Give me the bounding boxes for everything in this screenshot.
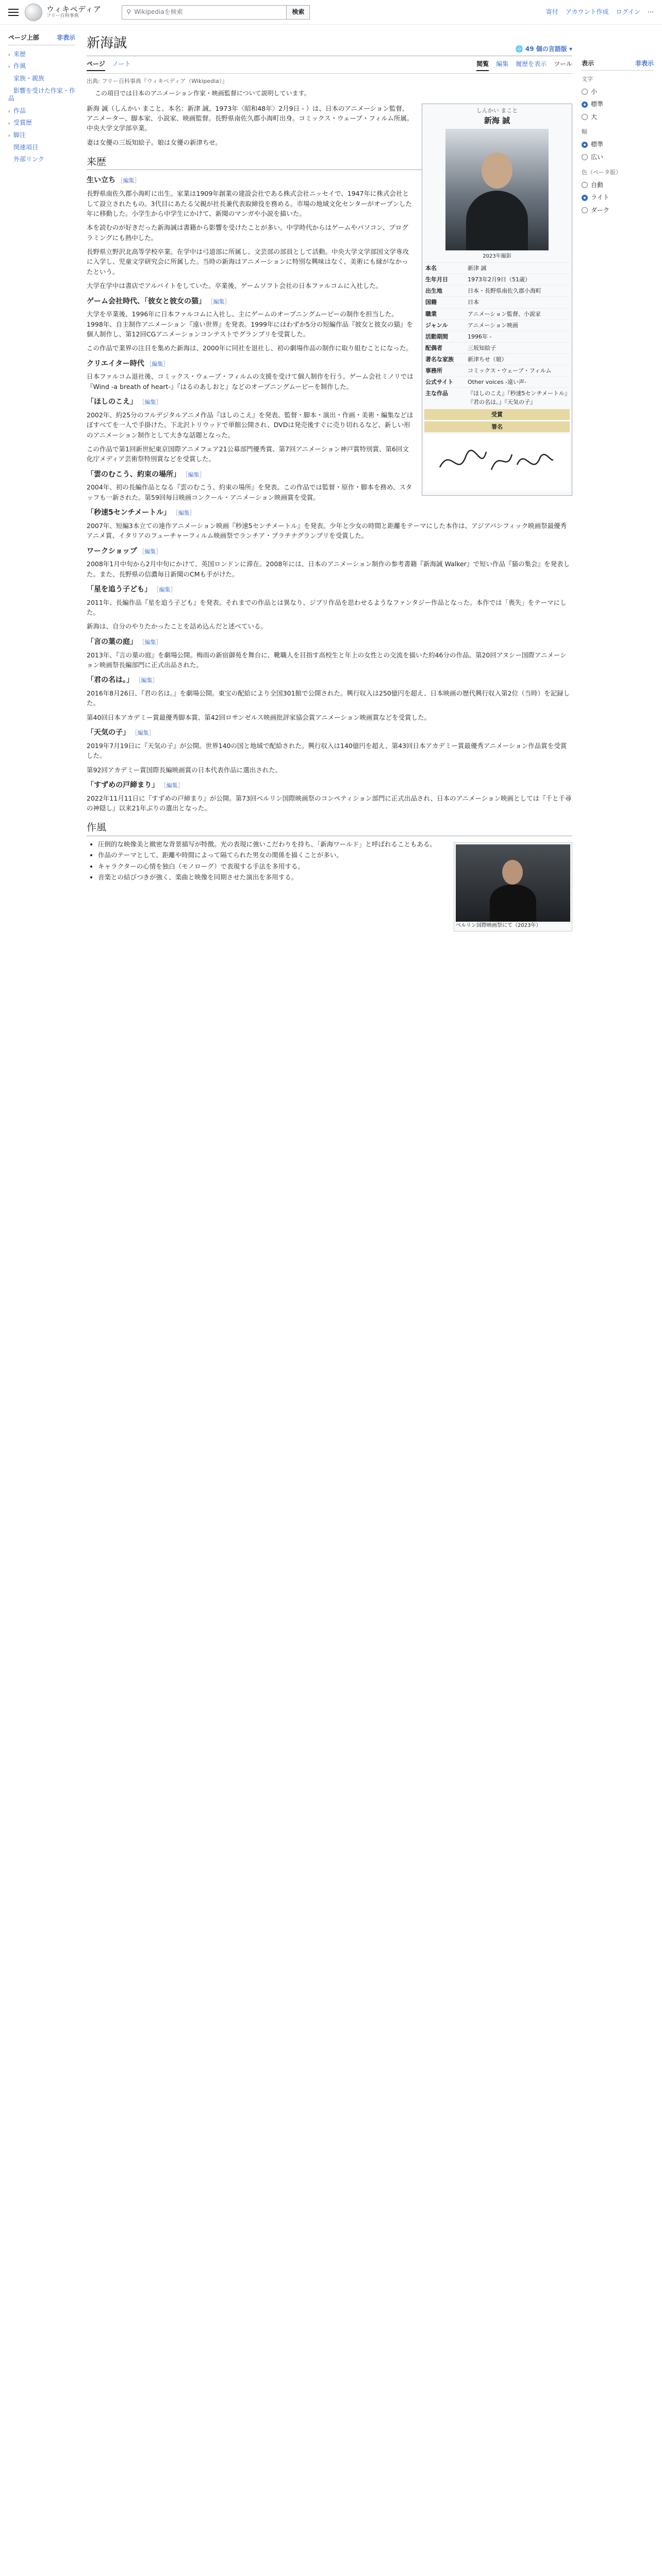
subsection-heading — [87, 546, 572, 557]
radio-option[interactable] — [582, 191, 654, 204]
edit-section-link[interactable]: ［編集］ — [137, 638, 162, 646]
photo-caption: 2023年撮影 — [483, 253, 511, 259]
chevron-right-icon[interactable]: › — [8, 64, 10, 70]
view-tabs — [476, 59, 572, 71]
radio-label: ライト — [591, 194, 609, 201]
radio-button[interactable] — [582, 114, 588, 120]
subsection-heading-text: 生い立ち — [87, 176, 115, 185]
subsection-heading-text: クリエイター時代 — [87, 359, 144, 368]
subsection-heading-text: ワークショップ — [87, 547, 137, 555]
infobox-key: 公式サイト — [425, 378, 454, 385]
edit-label: 編集 — [123, 177, 135, 184]
toc-item[interactable] — [8, 85, 75, 105]
page-title: 新海誠 — [87, 36, 127, 51]
toc-item-label: 家族・親族 — [13, 74, 45, 82]
infobox-signature-header: 署名 — [424, 421, 570, 432]
infobox-key: 生年月日 — [425, 276, 448, 283]
signature-image[interactable] — [424, 434, 570, 491]
radio-option[interactable] — [582, 138, 654, 151]
toc-item[interactable] — [8, 117, 75, 129]
radio-button[interactable] — [582, 195, 588, 201]
edit-section-link[interactable]: ［編集］ — [115, 177, 140, 184]
page-tabs — [87, 56, 572, 74]
chevron-right-icon[interactable]: › — [8, 121, 10, 127]
infobox-value: 『ほしのこえ』『秒速5センチメートル』『君の名は。』『天気の子』 — [468, 389, 568, 405]
paragraph: 第92回アカデミー賞国際長編映画賞の日本代表作品に選出された。 — [87, 766, 282, 774]
paragraph: 2019年7月19日に『天気の子』が公開。世界140の国と地域で配給された。興行収入は140億円を超え、第43回日本アカデミー賞最優秀アニメーション作品賞を受賞した。 — [87, 741, 567, 760]
tab-read[interactable]: 閲覧 — [476, 59, 489, 71]
infobox-row — [424, 319, 570, 331]
width-label: 幅 — [582, 128, 587, 135]
infobox-key: 出生地 — [425, 287, 442, 295]
section-heading-text: 作風 — [87, 822, 107, 834]
edit-label: 編集 — [166, 782, 178, 789]
article-body — [87, 104, 572, 928]
search-form — [122, 5, 310, 20]
edit-label: 編集 — [178, 510, 190, 517]
paragraph: 日本ファルコム退社後、コミックス・ウェーブ・フィルムの支援を受けて個人制作を行う。ゲーム会社ミノリでは『Wind -a breath of heart-』『はるのあしおと』などのオープニングムービーを制作した。 — [87, 372, 413, 391]
edit-section-link[interactable]: ［編集］ — [144, 360, 169, 367]
toc-item[interactable] — [8, 142, 75, 154]
infobox-row — [424, 365, 570, 376]
radio-button[interactable] — [582, 207, 588, 213]
subsection-heading-text: 「秒速5センチメートル」 — [87, 509, 171, 517]
edit-section-link[interactable]: ［編集］ — [134, 677, 158, 684]
toc-item-label: 受賞歴 — [13, 119, 32, 127]
paragraph: 2011年、長編作品『星を追う子ども』を発表。それまでの作品とは異なり、ジブリ作品を思わせるようなファンタジー作品となった。本作では「喪失」をテーマにした。 — [87, 598, 567, 617]
donate-link[interactable]: 寄付 — [545, 8, 558, 16]
radio-label: 標準 — [591, 100, 604, 108]
search-button[interactable]: 検索 — [287, 5, 310, 20]
infobox-key: ジャンル — [425, 321, 448, 329]
list-item: • キャラクターの心情を独白（モノローグ）で表現する手法を多用する。 — [98, 861, 572, 871]
infobox-awards-header: 受賞 — [424, 409, 570, 420]
infobox-value: 日本 — [468, 299, 479, 306]
infobox — [422, 104, 572, 496]
logo-tagline: フリー百科事典 — [46, 13, 79, 19]
edit-label: 編集 — [213, 298, 225, 305]
radio-button[interactable] — [582, 182, 588, 188]
paragraph: 第40回日本アカデミー賞最優秀脚本賞、第42回ロサンゼルス映画批評家協会賞アニメーション映画賞などを受賞した。 — [87, 713, 431, 721]
search-input[interactable] — [122, 5, 287, 20]
paragraph: 本を読むのが好きだった新海誠は書籍から影響を受けたことが多い。中学時代からはゲームやパソコン、プログラミングにも熱中した。 — [87, 224, 408, 242]
infobox-row — [424, 296, 570, 308]
toc-item-label: 影響を受けた作家・作品 — [8, 87, 76, 103]
edit-section-link[interactable]: ［編集］ — [180, 471, 205, 478]
lead-paragraph: 妻は女優の三坂知絵子。娘は女優の新津ちせ。 — [87, 138, 222, 146]
color-options — [582, 179, 654, 217]
infobox-key: 国籍 — [425, 299, 437, 306]
article-source: 出典: フリー百科事典『ウィキペディア（Wikipedia）』 — [87, 77, 228, 84]
radio-button[interactable] — [582, 101, 588, 108]
infobox-row — [424, 285, 570, 296]
radio-option[interactable] — [582, 86, 654, 98]
toc-item[interactable] — [8, 129, 75, 142]
infobox-name: 新海 誠 — [484, 115, 510, 125]
radio-button[interactable] — [582, 142, 588, 148]
section-heading-text: 来歴 — [87, 156, 107, 168]
subsection-heading-text: 「星を追う子ども」 — [87, 585, 152, 594]
edit-section-link[interactable]: ［編集］ — [206, 298, 230, 305]
portrait-figure — [454, 842, 572, 932]
subsection-heading-text: 「すずめの戸締まり」 — [87, 781, 159, 789]
width-options — [582, 138, 654, 163]
site-logo[interactable] — [25, 4, 101, 21]
infobox-value: コミックス・ウェーブ・フィルム — [468, 367, 552, 374]
search-placeholder: Wikipediaを検索 — [134, 8, 183, 16]
infobox-value: 1973年2月9日（51歳） — [468, 276, 531, 283]
list-item: • 圧倒的な映像美と緻密な背景描写が特徴。光の表現に強いこだわりを持ち、「新海ワールド」と呼ばれることもある。 — [98, 839, 572, 849]
subsection-heading-text: 「天気の子」 — [87, 728, 130, 737]
radio-option[interactable] — [582, 111, 654, 124]
subsection-heading — [87, 780, 572, 791]
paragraph: 2002年、約25分のフルデジタルアニメ作品『ほしのこえ』を発表。監督・脚本・演出・作画・美術・編集などほぼすべてを一人で手掛けた。下北沢トリウッドで単館公開され、DVDは発売後すぐに売り切れるなど、新しい形のアニメーション制作として大きな話題となった。 — [87, 411, 413, 439]
infobox-value: 新津ちせ（娘） — [468, 355, 507, 363]
radio-label: 標準 — [591, 141, 604, 148]
toc-item-label: 作品 — [13, 107, 26, 114]
paragraph: 2022年11月11日に『すずめの戸締まり』が公開。第73回ベルリン国際映画祭のコンペティション部門に正式出品され、日本のアニメーション映画としては『千と千尋の神隠し』以来21年ぶりの選出となった。 — [87, 794, 572, 812]
toc-list — [8, 48, 75, 166]
paragraph: 2004年、初の長編作品となる『雲のむこう、約束の場所』を発表。この作品では監督・原作・脚本を務め、スタッフも一新された。第59回毎日映画コンクール・アニメーション映画賞を受賞。 — [87, 483, 412, 501]
subsection-heading-text: 「言の葉の庭」 — [87, 637, 137, 646]
subsection-heading-text: 「ほしのこえ」 — [87, 398, 137, 406]
paragraph: 長野県立野沢北高等学校卒業。在学中は弓道部に所属し、文芸部の部員として活動。中央大学文学部国文学専攻に入学し、児童文学研究会に所属した。当時の新海はアニメーションに特別な興味はなく、美術にも縁がなかったという。 — [87, 248, 409, 276]
edit-section-link[interactable]: ［編集］ — [152, 586, 176, 594]
edit-label: 編集 — [152, 360, 163, 367]
edit-section-link[interactable]: ［編集］ — [137, 399, 162, 406]
appearance-header — [582, 59, 654, 71]
infobox-key: 活動期間 — [425, 333, 448, 340]
edit-label: 編集 — [144, 638, 156, 646]
infobox-value: 新津 誠 — [468, 265, 487, 272]
subsection-heading — [87, 675, 572, 686]
search-icon: ⚲ — [126, 8, 131, 16]
infobox-key: 著名な家族 — [425, 355, 454, 363]
radio-label: ダーク — [591, 206, 610, 214]
paragraph: 大学在学中は書店でアルバイトをしていた。卒業後、ゲームソフト会社の日本ファルコムに入社した。 — [87, 282, 383, 290]
more-options-icon[interactable]: ⋯ — [648, 8, 654, 16]
infobox-row — [424, 274, 570, 285]
logo-title: ウィキペディア — [46, 5, 102, 14]
radio-option[interactable] — [582, 179, 654, 192]
edit-section-link[interactable]: ［編集］ — [171, 510, 195, 517]
paragraph: 大学を卒業後、1996年に日本ファルコムに入社し、主にゲームのオープニングムービーの制作を担当した。1998年、自主制作アニメーション『遠い世界』を発表。1999年にはわずか5分の短編作品『彼女と彼女の猫』を個人制作し、第12回CGアニメーションコンテストでグランプリを受賞した。 — [87, 310, 413, 338]
infobox-value: 日本・長野県南佐久郡小海町 — [468, 287, 541, 295]
toc-item[interactable] — [8, 105, 75, 117]
color-label: 色（ベータ版） — [582, 168, 621, 176]
infobox-row — [424, 331, 570, 342]
text-size-options — [582, 86, 654, 124]
section-heading — [87, 820, 572, 836]
tab-page[interactable]: ページ — [87, 59, 105, 71]
radio-label: 自動 — [591, 181, 604, 189]
user-links — [546, 7, 654, 17]
subsection-heading — [87, 584, 572, 596]
infobox-key: 事務所 — [425, 367, 442, 374]
tab-history[interactable]: 履歴を表示 — [516, 60, 547, 68]
paragraph: 新海は、自分のやりたかったことを詰め込んだと述べている。 — [87, 622, 268, 631]
toc-item[interactable] — [8, 48, 75, 61]
paragraph: 2007年、短編3本立ての連作アニメーション映画『秒速5センチメートル』を発表。少年と少女の時間と距離をテーマにした本作は、アジアパシフィック映画祭最優秀アニメ賞、イタリアのフューチャーフィルム映画祭でランチア・プラチナグランプリを受賞した。 — [87, 521, 567, 540]
wikipedia-globe-icon — [25, 4, 42, 21]
infobox-key: 職業 — [425, 310, 437, 317]
toc-heading[interactable]: ページ上部 — [8, 34, 39, 41]
paragraph: 2008年1月中旬から2月中旬にかけて、英国ロンドンに滞在。2008年には、日本のアニメーション制作の参考書籍『新海誠 Walker』で短い作品『猫の集会』を発表した。また、長野県の信濃毎日新聞のCMも手がけた。 — [87, 560, 570, 578]
radio-button[interactable] — [582, 89, 588, 95]
paragraph: 2013年、『言の葉の庭』を劇場公開。梅雨の新宿御苑を舞台に、靴職人を目指す高校生と年上の女性との交流を描いた約46分の作品。第20回アヌシー国際アニメーション映画祭長編部門に正式出品された。 — [87, 651, 567, 669]
edit-label: 編集 — [188, 471, 200, 478]
radio-label: 小 — [591, 88, 598, 95]
infobox-reading: しんかい まこと — [476, 107, 518, 114]
subsection-heading — [87, 637, 572, 648]
toc-item-label: 関連項目 — [13, 143, 39, 151]
paragraph: 2016年8月26日、『君の名は。』を劇場公開。東宝の配給により全国301館で公開された。興行収入は250億円を超え、日本映画の歴代興行収入第2位（当時）を記録した。 — [87, 689, 570, 707]
toc-item[interactable] — [8, 154, 75, 166]
subsection-heading-text: ゲーム会社時代、「彼女と彼女の猫」 — [87, 297, 206, 306]
tab-tools[interactable]: ツール — [554, 60, 572, 68]
create-account-link[interactable]: アカウント作成 — [565, 8, 609, 16]
hatnote: この項目では日本のアニメーション作家・映画監督について説明しています。 — [95, 89, 310, 97]
tab-talk[interactable]: ノート — [112, 60, 131, 68]
chevron-right-icon[interactable]: › — [8, 52, 10, 58]
radio-button[interactable] — [582, 154, 588, 160]
radio-label: 広い — [591, 154, 604, 161]
table-of-contents — [8, 25, 75, 936]
language-button[interactable]: 🌐 49 個の言語版 ▾ — [515, 45, 572, 53]
edit-label: 編集 — [144, 399, 156, 406]
toc-header — [8, 33, 75, 45]
toc-item-label: 作風 — [13, 62, 26, 70]
infobox-row — [424, 342, 570, 353]
subsection-heading-text: 「雲のむこう、約束の場所」 — [87, 470, 180, 479]
portrait-photo-2023[interactable] — [456, 844, 570, 922]
infobox-row — [424, 387, 570, 408]
subsection-heading-text: 「君の名は。」 — [87, 676, 134, 685]
edit-section-link[interactable]: ［編集］ — [159, 782, 184, 789]
edit-label: 編集 — [159, 586, 171, 594]
toc-item-label: 来歴 — [13, 50, 26, 58]
appearance-heading: 表示 — [582, 60, 594, 67]
infobox-row — [424, 353, 570, 365]
chevron-right-icon[interactable]: › — [8, 133, 10, 139]
appearance-hide-button[interactable]: 非表示 — [635, 60, 654, 67]
infobox-row — [424, 262, 570, 274]
infobox-row — [424, 376, 570, 387]
lead-paragraph: 新海 誠（しんかい まこと、本名：新津 誠、1973年〈昭和48年〉2月9日 - ）は、日本のアニメーション監督、アニメーター、脚本家、小説家、映画監督。長野県南佐久郡小海町出身。コミックス・ウェーブ・フィルム所属。中央大学文学部卒業。 — [87, 104, 413, 132]
infobox-value: アニメーション監督、小説家 — [468, 310, 541, 317]
list-item: • 音楽との結びつきが強く、楽曲と映像を同期させた演出を多用する。 — [98, 872, 572, 882]
appearance-panel — [582, 25, 654, 936]
radio-option[interactable] — [582, 98, 654, 111]
title-row — [87, 25, 572, 56]
toc-item-label: 外部リンク — [13, 156, 44, 163]
radio-option[interactable] — [582, 204, 654, 217]
namespace-tabs — [87, 59, 130, 71]
edit-section-link[interactable]: ［編集］ — [130, 730, 155, 737]
site-header — [0, 0, 662, 25]
toc-item[interactable] — [8, 60, 75, 73]
text-size-label: 文字 — [582, 75, 593, 82]
infobox-value: Other voices -遠い声- — [468, 378, 527, 385]
infobox-value: 三坂知絵子 — [468, 344, 496, 351]
figure-caption: ベルリン国際映画祭にて（2023年） — [456, 922, 541, 928]
paragraph: この作品で第1回新世紀東京国際アニメフェア21公募部門優秀賞、第7回アニメーション神戸賞特別賞、第6回文化庁メディア芸術祭特別賞などを受賞した。 — [87, 445, 409, 463]
infobox-row — [424, 308, 570, 319]
main-menu-icon[interactable] — [8, 9, 19, 16]
tab-edit[interactable]: 編集 — [496, 60, 509, 68]
login-link[interactable]: ログイン — [616, 8, 640, 16]
chevron-right-icon[interactable]: › — [8, 109, 10, 114]
infobox-key: 主な作品 — [425, 389, 448, 397]
subsection-heading — [87, 727, 572, 739]
toc-item-label: 脚注 — [13, 131, 26, 139]
edit-section-link[interactable]: ［編集］ — [137, 548, 162, 555]
edit-label: 編集 — [144, 548, 156, 555]
edit-label: 編集 — [137, 730, 149, 737]
infobox-value: 1996年 - — [468, 333, 492, 340]
page-body — [0, 25, 662, 936]
language-count: 49 個の言語版 — [525, 45, 567, 53]
radio-label: 大 — [591, 113, 598, 121]
toc-hide-button[interactable]: 非表示 — [56, 34, 75, 41]
paragraph: 長野県南佐久郡小海町に出生。家業は1909年創業の建設会社である株式会社ニッセイで、1947年に株式会社として設立されたもの。3代目にあたる父親が社長兼代表取締役を務める。市場の地域文化センターがオープンした年に移動した。小学生から中学生にかけて、新聞のマンガや小説を描いた。 — [87, 190, 412, 217]
infobox-value: アニメーション映画 — [468, 321, 519, 329]
main-content — [75, 25, 582, 936]
infobox-rows — [424, 262, 570, 408]
infobox-key: 配偶者 — [425, 344, 442, 351]
portrait-photo[interactable] — [445, 129, 549, 250]
radio-option[interactable] — [582, 151, 654, 164]
logo-wordmark — [46, 5, 101, 19]
list-item: • 作品のテーマとして、距離や時間によって隔てられた男女の関係を描くことが多い。 — [98, 850, 572, 860]
paragraph: この作品で業界の注目を集めた新海は、2000年に同社を退社し、初の劇場作品の制作に取り組むことになった。 — [87, 344, 412, 352]
edit-label: 編集 — [141, 677, 153, 684]
subsection-heading — [87, 507, 572, 519]
infobox-key: 本名 — [425, 265, 437, 272]
signature-drawing — [435, 442, 558, 483]
toc-item[interactable] — [8, 73, 75, 85]
